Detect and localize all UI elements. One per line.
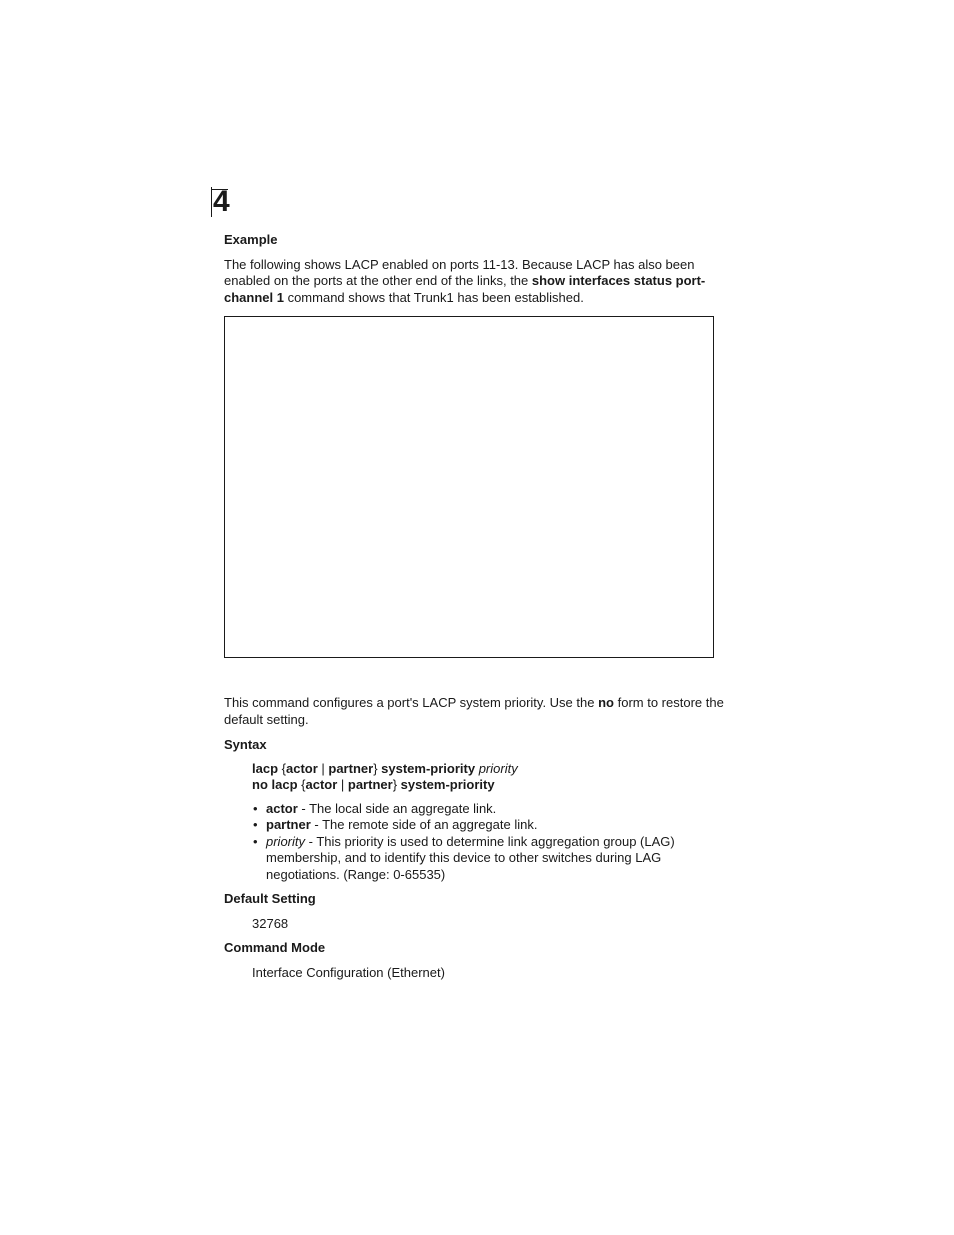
chapter-number: 4 [213,185,230,218]
syntax-partner: partner [347,777,393,792]
syntax-cmd: lacp [252,760,279,776]
description-no-keyword: no [598,695,614,710]
bullet-icon: • [253,833,258,849]
syntax-keyword: system-priority [400,777,495,792]
syntax-param: priority [475,760,518,776]
syntax-line-1 [252,761,724,778]
param-text: - The local side an aggregate link. [297,800,497,816]
syntax-heading: Syntax [224,737,267,752]
example-heading: Example [224,232,278,247]
command-description [224,695,724,728]
syntax-partner: partner [328,760,374,776]
syntax-line-2 [252,777,724,794]
list-item [253,801,724,818]
brace-close: } [373,760,382,776]
syntax-block [252,761,724,794]
brace-open: { [297,777,306,792]
parameter-list [253,801,724,884]
list-item [253,834,724,884]
bullet-icon: • [253,800,258,816]
brace-open: { [278,760,286,776]
command-mode-value: Interface Configuration (Ethernet) [252,964,445,980]
param-term: partner [266,817,311,832]
page-content [224,232,724,981]
example-text-2: command shows that Trunk1 has been established. [283,289,584,305]
default-setting-heading: Default Setting [224,891,316,906]
description-text-2: form to restore the default setting. [224,695,724,727]
example-paragraph [224,257,724,307]
list-item [253,817,724,834]
command-mode-heading: Command Mode [224,940,326,955]
syntax-actor: actor [305,777,338,792]
syntax-actor: actor [285,760,318,776]
bullet-icon: • [253,817,258,832]
default-setting-value: 32768 [252,915,289,931]
param-term: priority [266,833,306,849]
example-code-box [224,316,714,658]
param-term: actor [266,800,298,816]
example-text-1: The following shows LACP enabled on ports 11-13. Because LACP has also been enabled on the ports at the other end of the links, the [224,256,695,288]
param-text: - The remote side of an aggregate link. [310,817,538,832]
brace-close: } [392,777,401,792]
param-text: - This priority is used to determine link aggregation group (LAG) membership, and to identify this device to other switches during LAG negotiations. (Range: 0-65535) [266,833,675,882]
syntax-no-cmd: no lacp [252,777,298,792]
syntax-keyword: system-priority [381,760,476,776]
example-command: show interfaces status port-channel 1 [224,273,706,305]
syntax-separator: | [317,760,329,776]
description-text-1: This command configures a port's LACP system priority. Use the [224,695,599,710]
syntax-separator: | [337,777,348,792]
